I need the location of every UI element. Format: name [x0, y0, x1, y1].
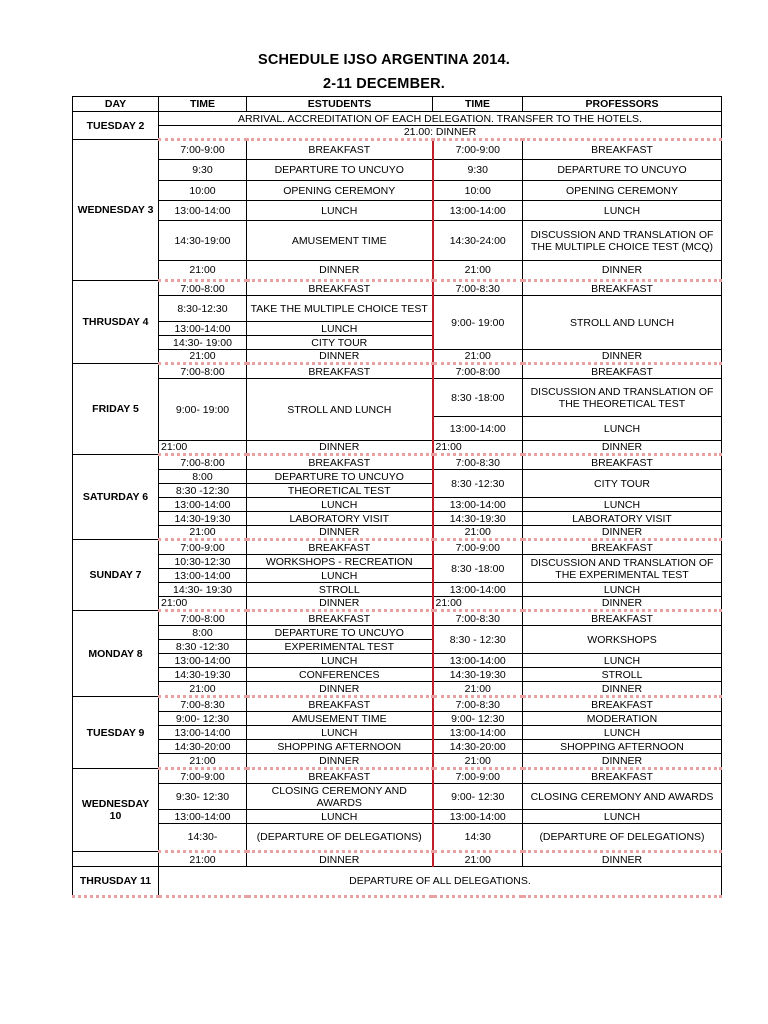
professor-activity: STROLL [523, 668, 722, 682]
professor-time: 14:30 [433, 824, 523, 852]
professor-activity: LUNCH [523, 498, 722, 512]
table-row [73, 201, 722, 221]
day-cell: MONDAY 8 [73, 611, 159, 697]
professor-activity: LUNCH [523, 726, 722, 740]
student-activity: DINNER [247, 261, 433, 281]
table-row [73, 441, 722, 455]
student-time: 9:00- 12:30 [159, 712, 247, 726]
professor-activity: DINNER [523, 852, 722, 867]
table-row [73, 526, 722, 540]
professor-time: 7:00-8:30 [433, 697, 523, 712]
professor-time: 21:00 [433, 441, 523, 455]
student-time: 13:00-14:00 [159, 654, 247, 668]
table-row [73, 181, 722, 201]
table-row [73, 261, 722, 281]
student-activity: OPENING CEREMONY [247, 181, 433, 201]
professor-activity: LUNCH [523, 654, 722, 668]
table-row [73, 512, 722, 526]
professor-time: 21:00 [433, 597, 523, 611]
student-time: 13:00-14:00 [159, 322, 247, 336]
student-activity: LUNCH [247, 498, 433, 512]
table-row [73, 470, 722, 484]
student-activity: BREAKFAST [247, 140, 433, 160]
student-time: 7:00-8:00 [159, 281, 247, 296]
student-time: 21:00 [159, 597, 247, 611]
professor-time: 9:00- 12:30 [433, 712, 523, 726]
professor-time: 8:30 -12:30 [433, 470, 523, 498]
professor-time: 13:00-14:00 [433, 417, 523, 441]
table-row [73, 784, 722, 810]
professor-activity: STROLL AND LUNCH [523, 296, 722, 350]
student-activity: WORKSHOPS - RECREATION [247, 555, 433, 569]
empty-day-cell [73, 852, 159, 867]
student-activity: TAKE THE MULTIPLE CHOICE TEST [247, 296, 433, 322]
header-professors: PROFESSORS [523, 97, 722, 112]
table-row [73, 712, 722, 726]
table-row [73, 769, 722, 784]
schedule-table [72, 96, 722, 898]
professor-activity: LUNCH [523, 810, 722, 824]
professor-time: 9:00- 19:00 [433, 296, 523, 350]
student-activity: DINNER [247, 852, 433, 867]
table-row [73, 379, 722, 417]
schedule-dates: 2-11 DECEMBER. [322, 76, 446, 92]
student-time: 13:00-14:00 [159, 726, 247, 740]
table-row [73, 555, 722, 569]
student-activity: SHOPPING AFTERNOON [247, 740, 433, 754]
student-activity: BREAKFAST [247, 611, 433, 626]
table-row [73, 810, 722, 824]
student-activity: AMUSEMENT TIME [247, 712, 433, 726]
professor-activity: DINNER [523, 441, 722, 455]
header-time-professors: TIME [433, 97, 523, 112]
student-time: 8:30-12:30 [159, 296, 247, 322]
student-activity: DEPARTURE TO UNCUYO [247, 470, 433, 484]
professor-time: 8:30 - 12:30 [433, 626, 523, 654]
day-cell: THRUSDAY 11 [73, 867, 159, 897]
table-row [73, 611, 722, 626]
student-time: 21:00 [159, 754, 247, 769]
student-activity: DINNER [247, 441, 433, 455]
student-time: 7:00-9:00 [159, 540, 247, 555]
professor-time: 13:00-14:00 [433, 726, 523, 740]
student-activity: LUNCH [247, 654, 433, 668]
student-activity: EXPERIMENTAL TEST [247, 640, 433, 654]
professor-activity: DINNER [523, 597, 722, 611]
student-time: 7:00-8:30 [159, 697, 247, 712]
table-header-row [73, 97, 722, 112]
student-time: 14:30- [159, 824, 247, 852]
professor-time: 10:00 [433, 181, 523, 201]
table-row [73, 455, 722, 470]
professor-time: 13:00-14:00 [433, 201, 523, 221]
professor-activity: SHOPPING AFTERNOON [523, 740, 722, 754]
professor-time: 14:30-24:00 [433, 221, 523, 261]
professor-activity: DINNER [523, 754, 722, 769]
student-time: 9:30 [159, 160, 247, 181]
professor-activity: WORKSHOPS [523, 626, 722, 654]
student-activity: DINNER [247, 597, 433, 611]
professor-time: 13:00-14:00 [433, 810, 523, 824]
professor-activity: OPENING CEREMONY [523, 181, 722, 201]
student-activity: LUNCH [247, 810, 433, 824]
student-time: 14:30- 19:30 [159, 583, 247, 597]
table-row [73, 824, 722, 852]
student-time: 9:30- 12:30 [159, 784, 247, 810]
professor-time: 14:30-19:30 [433, 668, 523, 682]
professor-activity: MODERATION [523, 712, 722, 726]
professor-time: 9:00- 12:30 [433, 784, 523, 810]
student-activity: STROLL AND LUNCH [247, 379, 433, 441]
student-time: 14:30-20:00 [159, 740, 247, 754]
day-cell: FRIDAY 5 [73, 364, 159, 455]
student-time: 13:00-14:00 [159, 498, 247, 512]
professor-time: 13:00-14:00 [433, 583, 523, 597]
professor-activity: DINNER [523, 682, 722, 697]
table-row [73, 668, 722, 682]
professor-activity: BREAKFAST [523, 455, 722, 470]
professor-time: 7:00-8:30 [433, 611, 523, 626]
professor-activity: (DEPARTURE OF DELEGATIONS) [523, 824, 722, 852]
table-row [73, 626, 722, 640]
student-time: 14:30-19:30 [159, 512, 247, 526]
student-time: 7:00-9:00 [159, 769, 247, 784]
day-cell: WEDNESDAY 3 [73, 140, 159, 281]
student-activity: CLOSING CEREMONY AND AWARDS [247, 784, 433, 810]
table-row [73, 597, 722, 611]
student-time: 21:00 [159, 441, 247, 455]
table-row [73, 540, 722, 555]
student-activity: (DEPARTURE OF DELEGATIONS) [247, 824, 433, 852]
day-cell: SUNDAY 7 [73, 540, 159, 611]
professor-time: 9:30 [433, 160, 523, 181]
professor-activity: DISCUSSION AND TRANSLATION OF THE THEORETICAL TEST [523, 379, 722, 417]
student-time: 14:30-19:00 [159, 221, 247, 261]
student-time: 21:00 [159, 526, 247, 540]
professor-activity: LABORATORY VISIT [523, 512, 722, 526]
professor-time: 7:00-9:00 [433, 769, 523, 784]
table-row [73, 296, 722, 322]
student-time: 21:00 [159, 682, 247, 697]
professor-time: 8:30 -18:00 [433, 555, 523, 583]
student-activity: LUNCH [247, 322, 433, 336]
student-time: 8:30 -12:30 [159, 640, 247, 654]
student-time: 8:00 [159, 470, 247, 484]
student-activity: LUNCH [247, 726, 433, 740]
header-time-students: TIME [159, 97, 247, 112]
student-activity: DINNER [247, 350, 433, 364]
student-time: 10:30-12:30 [159, 555, 247, 569]
student-activity: AMUSEMENT TIME [247, 221, 433, 261]
professor-time: 21:00 [433, 852, 523, 867]
table-row [73, 697, 722, 712]
professor-activity: DISCUSSION AND TRANSLATION OF THE MULTIPLE CHOICE TEST (MCQ) [523, 221, 722, 261]
professor-time: 13:00-14:00 [433, 654, 523, 668]
header-students: ESTUDENTS [247, 97, 433, 112]
student-time: 7:00-8:00 [159, 364, 247, 379]
header-day: DAY [73, 97, 159, 112]
professor-time: 21:00 [433, 350, 523, 364]
professor-activity: BREAKFAST [523, 364, 722, 379]
table-row [73, 160, 722, 181]
professor-activity: BREAKFAST [523, 611, 722, 626]
table-row [73, 126, 722, 140]
student-time: 9:00- 19:00 [159, 379, 247, 441]
table-row [73, 852, 722, 867]
student-activity: LUNCH [247, 569, 433, 583]
student-activity: STROLL [247, 583, 433, 597]
professor-activity: DISCUSSION AND TRANSLATION OF THE EXPERIMENTAL TEST [523, 555, 722, 583]
table-row [73, 654, 722, 668]
student-time: 14:30- 19:00 [159, 336, 247, 350]
student-activity: BREAKFAST [247, 769, 433, 784]
table-row [73, 364, 722, 379]
professor-activity: LUNCH [523, 583, 722, 597]
table-row [73, 740, 722, 754]
day-cell: SATURDAY 6 [73, 455, 159, 540]
professor-activity: CITY TOUR [523, 470, 722, 498]
professor-activity: LUNCH [523, 417, 722, 441]
student-activity: BREAKFAST [247, 697, 433, 712]
professor-activity: DEPARTURE TO UNCUYO [523, 160, 722, 181]
student-activity: CONFERENCES [247, 668, 433, 682]
student-time: 21:00 [159, 852, 247, 867]
student-activity: DINNER [247, 682, 433, 697]
professor-time: 7:00-8:00 [433, 364, 523, 379]
professor-time: 7:00-8:30 [433, 281, 523, 296]
professor-time: 14:30-19:30 [433, 512, 523, 526]
professor-activity: DINNER [523, 526, 722, 540]
professor-activity: BREAKFAST [523, 697, 722, 712]
table-row [73, 682, 722, 697]
departure-cell: DEPARTURE OF ALL DELEGATIONS. [159, 867, 722, 897]
professor-activity: DINNER [523, 261, 722, 281]
professor-time: 21:00 [433, 526, 523, 540]
day-cell: THRUSDAY 4 [73, 281, 159, 364]
student-activity: BREAKFAST [247, 455, 433, 470]
student-activity: DEPARTURE TO UNCUYO [247, 626, 433, 640]
professor-time: 14:30-20:00 [433, 740, 523, 754]
professor-time: 7:00-8:30 [433, 455, 523, 470]
student-time: 13:00-14:00 [159, 569, 247, 583]
student-activity: LABORATORY VISIT [247, 512, 433, 526]
student-time: 21:00 [159, 261, 247, 281]
professor-time: 21:00 [433, 261, 523, 281]
table-row [73, 350, 722, 364]
professor-time: 21:00 [433, 682, 523, 697]
student-time: 10:00 [159, 181, 247, 201]
professor-time: 8:30 -18:00 [433, 379, 523, 417]
student-time: 14:30-19:30 [159, 668, 247, 682]
professor-time: 13:00-14:00 [433, 498, 523, 512]
professor-time: 21:00 [433, 754, 523, 769]
table-row [73, 221, 722, 261]
student-time: 13:00-14:00 [159, 810, 247, 824]
student-activity: BREAKFAST [247, 540, 433, 555]
table-row [73, 867, 722, 897]
student-time: 7:00-8:00 [159, 455, 247, 470]
student-time: 13:00-14:00 [159, 201, 247, 221]
schedule-title: SCHEDULE IJSO ARGENTINA 2014. [257, 52, 511, 68]
table-row [73, 112, 722, 126]
table-row [73, 754, 722, 769]
student-time: 8:30 -12:30 [159, 484, 247, 498]
dinner-cell: 21.00: DINNER [159, 126, 722, 140]
table-row [73, 726, 722, 740]
student-activity: DEPARTURE TO UNCUYO [247, 160, 433, 181]
professor-activity: BREAKFAST [523, 140, 722, 160]
student-activity: DINNER [247, 754, 433, 769]
student-activity: DINNER [247, 526, 433, 540]
day-cell: TUESDAY 9 [73, 697, 159, 769]
professor-time: 7:00-9:00 [433, 540, 523, 555]
student-time: 21:00 [159, 350, 247, 364]
professor-activity: BREAKFAST [523, 281, 722, 296]
professor-activity: CLOSING CEREMONY AND AWARDS [523, 784, 722, 810]
student-activity: BREAKFAST [247, 364, 433, 379]
table-row [73, 140, 722, 160]
student-activity: CITY TOUR [247, 336, 433, 350]
table-row [73, 498, 722, 512]
student-activity: THEORETICAL TEST [247, 484, 433, 498]
day-cell: TUESDAY 2 [73, 112, 159, 140]
professor-activity: BREAKFAST [523, 769, 722, 784]
professor-activity: DINNER [523, 350, 722, 364]
table-row [73, 583, 722, 597]
student-activity: LUNCH [247, 201, 433, 221]
professor-time: 7:00-9:00 [433, 140, 523, 160]
arrival-cell: ARRIVAL. ACCREDITATION OF EACH DELEGATION. TRANSFER TO THE HOTELS. [159, 112, 722, 126]
student-time: 8:00 [159, 626, 247, 640]
student-activity: BREAKFAST [247, 281, 433, 296]
day-cell: WEDNESDAY 10 [73, 769, 159, 852]
student-time: 7:00-9:00 [159, 140, 247, 160]
table-row [73, 281, 722, 296]
student-time: 7:00-8:00 [159, 611, 247, 626]
professor-activity: BREAKFAST [523, 540, 722, 555]
professor-activity: LUNCH [523, 201, 722, 221]
